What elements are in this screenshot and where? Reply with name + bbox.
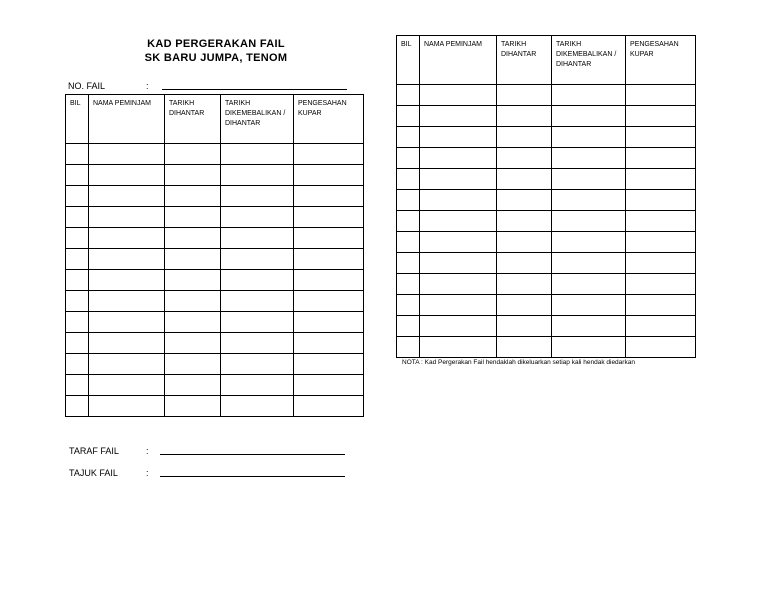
cell-tarikh-dikembalikan <box>221 312 294 333</box>
table-row <box>66 186 364 207</box>
taraf-fail-label: TARAF FAIL <box>69 446 119 456</box>
cell-tarikh-dihantar <box>165 270 221 291</box>
cell-pengesahan-kupar <box>626 211 696 232</box>
cell-pengesahan-kupar <box>626 295 696 316</box>
col-header-nama-peminjam: NAMA PEMINJAM <box>89 95 165 144</box>
tajuk-fail-line <box>160 476 345 477</box>
cell-tarikh-dihantar <box>165 165 221 186</box>
card-title: KAD PERGERAKAN FAIL <box>147 38 285 50</box>
cell-bil <box>66 396 89 417</box>
cell-nama-peminjam <box>89 375 165 396</box>
col-header-tarikh-dihantar: TARIKH DIHANTAR <box>165 95 221 144</box>
cell-pengesahan-kupar <box>294 249 364 270</box>
cell-tarikh-dihantar <box>165 249 221 270</box>
cell-tarikh-dihantar <box>497 274 552 295</box>
col-header-bil: BIL <box>397 36 420 85</box>
cell-tarikh-dihantar <box>165 291 221 312</box>
cell-tarikh-dihantar <box>497 85 552 106</box>
cell-nama-peminjam <box>420 232 497 253</box>
cell-bil <box>66 354 89 375</box>
cell-nama-peminjam <box>420 148 497 169</box>
cell-nama-peminjam <box>89 186 165 207</box>
cell-tarikh-dihantar <box>165 207 221 228</box>
cell-tarikh-dihantar <box>497 316 552 337</box>
cell-tarikh-dihantar <box>165 396 221 417</box>
table-row <box>397 274 696 295</box>
col-header-tarikh-dihantar: TARIKH DIHANTAR <box>497 36 552 85</box>
cell-bil <box>66 165 89 186</box>
cell-tarikh-dikembalikan <box>552 169 626 190</box>
table-row <box>66 144 364 165</box>
table-body <box>66 144 364 417</box>
cell-pengesahan-kupar <box>294 186 364 207</box>
cell-tarikh-dihantar <box>165 144 221 165</box>
cell-tarikh-dihantar <box>497 232 552 253</box>
cell-pengesahan-kupar <box>294 165 364 186</box>
table-header-row <box>397 36 696 85</box>
col-header-tarikh-dikembalikan: TARIKH DIKEMEBALIKAN / DIHANTAR <box>552 36 626 85</box>
cell-tarikh-dihantar <box>165 333 221 354</box>
cell-pengesahan-kupar <box>294 270 364 291</box>
cell-nama-peminjam <box>420 190 497 211</box>
no-fail-label: NO. FAIL <box>68 81 106 91</box>
cell-bil <box>397 148 420 169</box>
table-row <box>66 354 364 375</box>
cell-tarikh-dihantar <box>497 169 552 190</box>
cell-bil <box>66 312 89 333</box>
cell-nama-peminjam <box>420 106 497 127</box>
cell-nama-peminjam <box>420 295 497 316</box>
cell-tarikh-dikembalikan <box>552 148 626 169</box>
cell-tarikh-dihantar <box>497 148 552 169</box>
cell-tarikh-dikembalikan <box>552 295 626 316</box>
cell-bil <box>397 85 420 106</box>
cell-tarikh-dikembalikan <box>221 228 294 249</box>
cell-tarikh-dikembalikan <box>552 190 626 211</box>
table-row <box>66 270 364 291</box>
cell-nama-peminjam <box>420 127 497 148</box>
cell-tarikh-dikembalikan <box>552 127 626 148</box>
cell-pengesahan-kupar <box>294 228 364 249</box>
cell-nama-peminjam <box>89 228 165 249</box>
tajuk-fail-label: TAJUK FAIL <box>69 468 118 478</box>
table-row <box>397 211 696 232</box>
cell-bil <box>66 270 89 291</box>
no-fail-colon: : <box>146 81 149 91</box>
cell-pengesahan-kupar <box>626 232 696 253</box>
no-fail-line <box>162 89 347 90</box>
table-row <box>397 85 696 106</box>
table-row <box>397 316 696 337</box>
table-row <box>397 148 696 169</box>
cell-tarikh-dikembalikan <box>552 337 626 358</box>
cell-bil <box>66 375 89 396</box>
cell-tarikh-dikembalikan <box>221 333 294 354</box>
cell-tarikh-dikembalikan <box>221 186 294 207</box>
cell-bil <box>397 106 420 127</box>
cell-bil <box>397 190 420 211</box>
table-row <box>397 127 696 148</box>
cell-bil <box>397 295 420 316</box>
cell-bil <box>397 337 420 358</box>
taraf-fail-line <box>160 454 345 455</box>
cell-pengesahan-kupar <box>294 312 364 333</box>
cell-tarikh-dihantar <box>165 228 221 249</box>
cell-bil <box>397 169 420 190</box>
cell-nama-peminjam <box>89 207 165 228</box>
table-row <box>397 295 696 316</box>
cell-tarikh-dihantar <box>165 354 221 375</box>
cell-tarikh-dikembalikan <box>221 354 294 375</box>
cell-tarikh-dikembalikan <box>552 274 626 295</box>
cell-tarikh-dikembalikan <box>552 253 626 274</box>
cell-tarikh-dikembalikan <box>552 316 626 337</box>
cell-bil <box>66 228 89 249</box>
cell-bil <box>66 333 89 354</box>
movement-table-left <box>65 94 364 417</box>
table-row <box>397 337 696 358</box>
cell-tarikh-dikembalikan <box>552 232 626 253</box>
cell-pengesahan-kupar <box>294 333 364 354</box>
cell-pengesahan-kupar <box>626 190 696 211</box>
cell-tarikh-dihantar <box>497 127 552 148</box>
cell-bil <box>66 207 89 228</box>
cell-nama-peminjam <box>420 169 497 190</box>
cell-tarikh-dikembalikan <box>552 106 626 127</box>
cell-nama-peminjam <box>89 396 165 417</box>
table-row <box>397 169 696 190</box>
cell-nama-peminjam <box>89 144 165 165</box>
cell-bil <box>66 186 89 207</box>
cell-pengesahan-kupar <box>294 207 364 228</box>
cell-pengesahan-kupar <box>626 316 696 337</box>
cell-pengesahan-kupar <box>294 354 364 375</box>
cell-nama-peminjam <box>89 333 165 354</box>
cell-tarikh-dikembalikan <box>552 85 626 106</box>
tajuk-fail-colon: : <box>146 468 149 478</box>
cell-pengesahan-kupar <box>626 85 696 106</box>
cell-tarikh-dikembalikan <box>221 144 294 165</box>
cell-pengesahan-kupar <box>626 106 696 127</box>
table-row <box>66 291 364 312</box>
cell-nama-peminjam <box>89 249 165 270</box>
school-name: SK BARU JUMPA, TENOM <box>144 52 288 64</box>
cell-bil <box>397 127 420 148</box>
cell-tarikh-dihantar <box>497 337 552 358</box>
note-text: NOTA : Kad Pergerakan Fail hendaklah dikeluarkan setiap kali hendak diedarkan <box>402 359 635 366</box>
cell-tarikh-dihantar <box>497 106 552 127</box>
col-header-nama-peminjam: NAMA PEMINJAM <box>420 36 497 85</box>
table-header-row <box>66 95 364 144</box>
cell-tarikh-dikembalikan <box>221 396 294 417</box>
cell-pengesahan-kupar <box>626 148 696 169</box>
cell-nama-peminjam <box>420 211 497 232</box>
cell-pengesahan-kupar <box>626 169 696 190</box>
col-header-pengesahan-kupar: PENGESAHAN KUPAR <box>294 95 364 144</box>
col-header-bil: BIL <box>66 95 89 144</box>
cell-tarikh-dihantar <box>165 186 221 207</box>
cell-pengesahan-kupar <box>626 127 696 148</box>
table-row <box>397 106 696 127</box>
cell-tarikh-dihantar <box>497 190 552 211</box>
table-row <box>66 228 364 249</box>
cell-bil <box>397 232 420 253</box>
cell-bil <box>397 274 420 295</box>
cell-bil <box>397 253 420 274</box>
cell-tarikh-dikembalikan <box>221 249 294 270</box>
cell-tarikh-dikembalikan <box>221 165 294 186</box>
cell-tarikh-dikembalikan <box>221 291 294 312</box>
cell-tarikh-dihantar <box>497 253 552 274</box>
cell-nama-peminjam <box>420 316 497 337</box>
table-row <box>66 312 364 333</box>
cell-tarikh-dikembalikan <box>221 270 294 291</box>
cell-tarikh-dihantar <box>165 375 221 396</box>
table-row <box>397 190 696 211</box>
col-header-tarikh-dikembalikan: TARIKH DIKEMEBALIKAN / DIHANTAR <box>221 95 294 144</box>
cell-pengesahan-kupar <box>294 144 364 165</box>
cell-nama-peminjam <box>420 85 497 106</box>
cell-bil <box>397 316 420 337</box>
table-row <box>66 207 364 228</box>
table-row <box>66 333 364 354</box>
cell-tarikh-dihantar <box>497 211 552 232</box>
table-row <box>66 396 364 417</box>
cell-tarikh-dihantar <box>165 312 221 333</box>
cell-bil <box>66 144 89 165</box>
table-body <box>397 85 696 358</box>
table-row <box>66 165 364 186</box>
cell-bil <box>66 291 89 312</box>
cell-pengesahan-kupar <box>626 253 696 274</box>
cell-nama-peminjam <box>89 312 165 333</box>
cell-pengesahan-kupar <box>626 274 696 295</box>
cell-nama-peminjam <box>420 337 497 358</box>
cell-nama-peminjam <box>89 165 165 186</box>
cell-nama-peminjam <box>89 270 165 291</box>
cell-nama-peminjam <box>420 274 497 295</box>
cell-tarikh-dikembalikan <box>221 207 294 228</box>
col-header-pengesahan-kupar: PENGESAHAN KUPAR <box>626 36 696 85</box>
cell-tarikh-dihantar <box>497 295 552 316</box>
cell-bil <box>397 211 420 232</box>
cell-nama-peminjam <box>89 354 165 375</box>
cell-nama-peminjam <box>89 291 165 312</box>
table-row <box>397 232 696 253</box>
cell-bil <box>66 249 89 270</box>
taraf-fail-colon: : <box>146 446 149 456</box>
movement-table-right <box>396 35 696 358</box>
cell-tarikh-dikembalikan <box>552 211 626 232</box>
cell-nama-peminjam <box>420 253 497 274</box>
cell-pengesahan-kupar <box>294 291 364 312</box>
table-row <box>397 253 696 274</box>
cell-pengesahan-kupar <box>294 396 364 417</box>
cell-pengesahan-kupar <box>294 375 364 396</box>
cell-pengesahan-kupar <box>626 337 696 358</box>
cell-tarikh-dikembalikan <box>221 375 294 396</box>
table-row <box>66 375 364 396</box>
table-row <box>66 249 364 270</box>
